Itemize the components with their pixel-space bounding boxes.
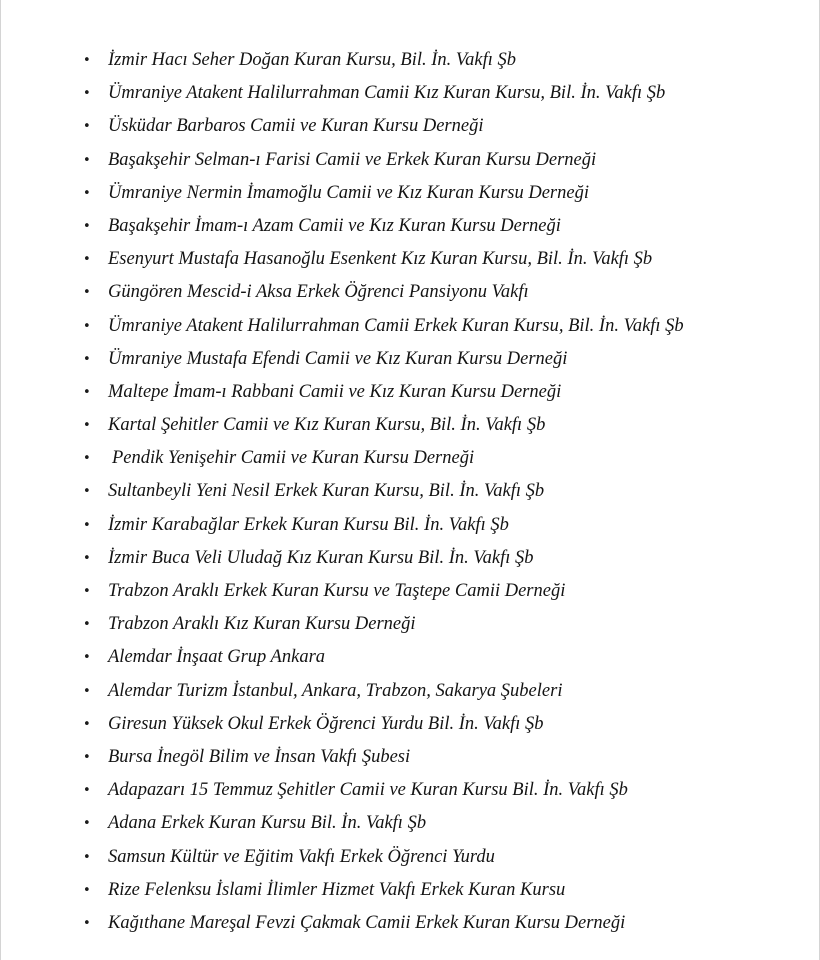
bullet-icon: • <box>83 783 91 799</box>
list-item-text: Güngören Mescid-i Aksa Erkek Öğrenci Pansiyonu Vakfı <box>108 282 529 303</box>
bullet-icon: • <box>83 749 91 765</box>
bullet-icon: • <box>83 418 91 434</box>
list-item-text: Samsun Kültür ve Eğitim Vakfı Erkek Öğrenci Yurdu <box>108 846 495 867</box>
bullet-icon: • <box>83 252 91 268</box>
bullet-icon: • <box>83 517 91 533</box>
list-item-text: Ümraniye Mustafa Efendi Camii ve Kız Kuran Kursu Derneği <box>108 348 568 369</box>
bullet-icon: • <box>83 584 91 599</box>
list-item-text: Rize Felenksu İslami İlimler Hizmet Vakfı Erkek Kuran Kursu <box>108 879 566 900</box>
bullet-icon: • <box>83 119 91 135</box>
list-item-text: İzmir Karabağlar Erkek Kuran Kursu Bil. İn. Vakfı Şb <box>108 514 509 535</box>
bullet-icon: • <box>83 218 91 234</box>
bullet-icon: • <box>83 650 91 666</box>
bullet-icon: • <box>83 683 91 699</box>
bullet-icon: • <box>83 849 91 865</box>
list-item-text: Esenyurt Mustafa Hasanoğlu Esenkent Kız Kuran Kursu, Bil. İn. Vakfı Şb <box>108 249 653 270</box>
bullet-icon: • <box>83 86 91 102</box>
list-item-text: Alemdar Turizm İstanbul, Ankara, Trabzon, Sakarya Şubeleri <box>108 680 563 701</box>
bullet-icon: • <box>83 53 91 68</box>
bullet-icon: • <box>83 185 91 201</box>
list-item-text: Pendik Yenişehir Camii ve Kuran Kursu Derneği <box>112 448 475 469</box>
list-item-text: Bursa İnegöl Bilim ve İnsan Vakfı Şubesi <box>108 746 411 767</box>
bullet-icon: • <box>83 351 91 367</box>
list-item-text: Sultanbeyli Yeni Nesil Erkek Kuran Kursu, Bil. İn. Vakfı Şb <box>108 481 545 502</box>
bullet-icon: • <box>83 451 91 467</box>
list-item-text: Trabzon Araklı Kız Kuran Kursu Derneği <box>108 614 416 635</box>
bullet-icon: • <box>83 617 91 633</box>
list-item-text: İzmir Hacı Seher Doğan Kuran Kursu, Bil. İn. Vakfı Şb <box>108 50 517 70</box>
list-item-text: Ümraniye Nermin İmamoğlu Camii ve Kız Kuran Kursu Derneği <box>108 182 589 203</box>
list-item-text: Adapazarı 15 Temmuz Şehitler Camii ve Kuran Kursu Bil. İn. Vakfı Şb <box>108 780 628 801</box>
list-item-text: Ümraniye Atakent Halilurrahman Camii Kız Kuran Kursu, Bil. İn. Vakfı Şb <box>108 83 666 104</box>
list-item-text: Başakşehir Selman-ı Farisi Camii ve Erkek Kuran Kursu Derneği <box>108 149 597 170</box>
bullet-icon: • <box>83 716 91 732</box>
list-item-text: Giresun Yüksek Okul Erkek Öğrenci Yurdu Bil. İn. Vakfı Şb <box>108 713 544 734</box>
list-item-text: Ümraniye Atakent Halilurrahman Camii Erkek Kuran Kursu, Bil. İn. Vakfı Şb <box>108 315 684 336</box>
bullet-icon: • <box>83 152 91 168</box>
bullet-icon: • <box>83 882 91 898</box>
list-item-text: Başakşehir İmam-ı Azam Camii ve Kız Kuran Kursu Derneği <box>108 215 561 236</box>
list-item-text: Alemdar İnşaat Grup Ankara <box>108 647 326 668</box>
bullet-icon: • <box>83 550 91 566</box>
bullet-icon: • <box>83 285 91 301</box>
bullet-icon: • <box>83 915 91 931</box>
list-item-text: Kağıthane Mareşal Fevzi Çakmak Camii Erkek Kuran Kursu Derneği <box>108 912 626 933</box>
bullet-icon: • <box>83 816 91 832</box>
list-item-text: Maltepe İmam-ı Rabbani Camii ve Kız Kuran Kursu Derneği <box>108 381 562 402</box>
bullet-icon: • <box>83 318 91 334</box>
list-item-text: Kartal Şehitler Camii ve Kız Kuran Kursu, Bil. İn. Vakfı Şb <box>108 415 546 436</box>
bullet-icon: • <box>83 484 91 500</box>
list-item-text: İzmir Buca Veli Uludağ Kız Kuran Kursu Bil. İn. Vakfı Şb <box>108 547 534 568</box>
list-item-text: Adana Erkek Kuran Kursu Bil. İn. Vakfı Şb <box>108 813 427 834</box>
list-item-text: Üsküdar Barbaros Camii ve Kuran Kursu Derneği <box>108 116 484 137</box>
bullet-icon: • <box>83 384 91 400</box>
list-item-text: Trabzon Araklı Erkek Kuran Kursu ve Taştepe Camii Derneği <box>108 581 566 601</box>
